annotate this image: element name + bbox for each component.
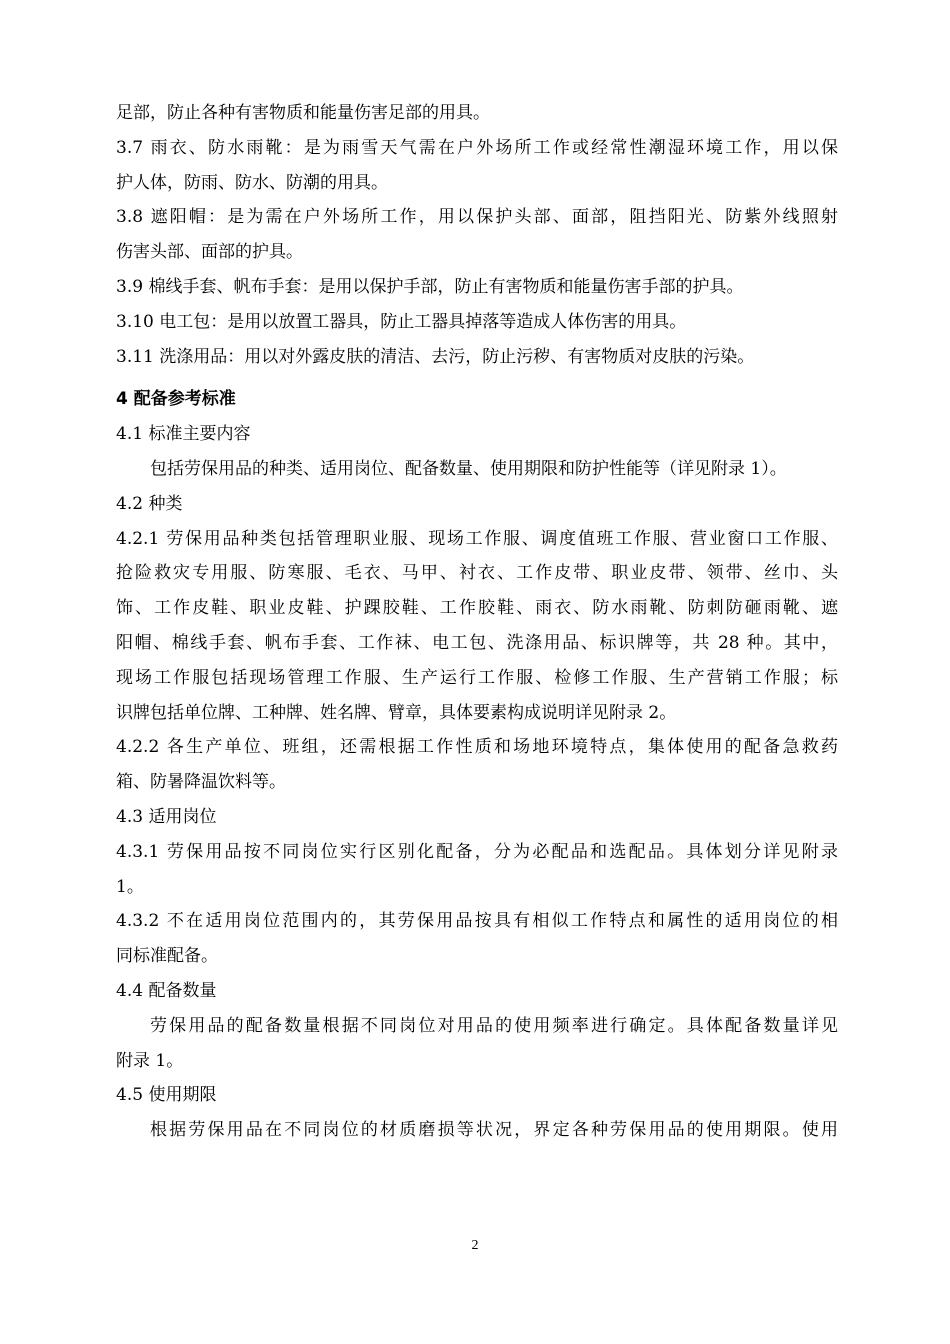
page-number: 2 xyxy=(471,1238,479,1253)
clause-3-7-line-1: 3.7 雨衣、防水雨靴：是为雨雪天气需在户外场所工作或经常性潮湿环境工作，用以保 xyxy=(116,137,838,158)
clause-4-2-1-line-5: 现场工作服包括现场管理工作服、生产运行工作服、检修工作服、生产营销工作服；标 xyxy=(116,667,838,688)
clause-4-3-2-line-2: 同标准配备。 xyxy=(116,946,218,967)
clause-4-2-2-line-2: 箱、防暑降温饮料等。 xyxy=(116,772,286,793)
clause-3-9: 3.9 棉线手套、帆布手套：是用以保护手部，防止有害物质和能量伤害手部的护具。 xyxy=(116,276,744,297)
paragraph-4-4-line-2: 附录 1。 xyxy=(116,1050,184,1071)
clause-4-2-2-line-1: 4.2.2 各生产单位、班组，还需根据工作性质和场地环境特点，集体使用的配备急救药 xyxy=(116,737,838,758)
clause-4-3-1-line-1: 4.3.1 劳保用品按不同岗位实行区别化配备，分为必配品和选配品。具体划分详见附录 xyxy=(116,841,838,862)
subsection-heading-4-4: 4.4 配备数量 xyxy=(116,980,217,1001)
paragraph-line: 足部，防止各种有害物质和能量伤害足部的用具。 xyxy=(116,103,490,123)
paragraph-4-4-line-1: 劳保用品的配备数量根据不同岗位对用品的使用频率进行确定。具体配备数量详见 xyxy=(150,1015,838,1036)
clause-3-7-line-2: 护人体，防雨、防水、防潮的用具。 xyxy=(116,172,388,193)
subsection-heading-4-1: 4.1 标准主要内容 xyxy=(116,424,251,445)
paragraph-4-5-line-1: 根据劳保用品在不同岗位的材质磨损等状况，界定各种劳保用品的使用期限。使用 xyxy=(150,1120,838,1141)
subsection-heading-4-3: 4.3 适用岗位 xyxy=(116,806,217,827)
clause-3-10: 3.10 电工包：是用以放置工器具，防止工器具掉落等造成人体伤害的用具。 xyxy=(116,311,687,332)
subsection-heading-4-5: 4.5 使用期限 xyxy=(116,1085,217,1106)
section-heading-4: 4 配备参考标准 xyxy=(116,389,236,410)
clause-4-2-1-line-2: 抢险救灾专用服、防寒服、毛衣、马甲、衬衣、工作皮带、职业皮带、领带、丝巾、头 xyxy=(116,563,838,584)
paragraph-4-1: 包括劳保用品的种类、适用岗位、配备数量、使用期限和防护性能等（详见附录 1）。 xyxy=(150,458,787,479)
clause-4-2-1-line-4: 阳帽、棉线手套、帆布手套、工作袜、电工包、洗涤用品、标识牌等，共 28 种。其中， xyxy=(116,632,838,653)
clause-4-2-1-line-3: 饰、工作皮鞋、职业皮鞋、护踝胶鞋、工作胶鞋、雨衣、防水雨靴、防刺防砸雨靴、遮 xyxy=(116,598,838,619)
document-body xyxy=(116,96,838,1148)
subsection-heading-4-2: 4.2 种类 xyxy=(116,493,183,514)
clause-4-2-1-line-6: 识牌包括单位牌、工种牌、姓名牌、臂章，具体要素构成说明详见附录 2。 xyxy=(116,702,677,723)
section-gap xyxy=(116,374,838,382)
clause-4-2-1-line-1: 4.2.1 劳保用品种类包括管理职业服、现场工作服、调度值班工作服、营业窗口工作服、 xyxy=(116,528,838,549)
clause-4-3-1-line-2: 1。 xyxy=(116,876,144,897)
clause-4-3-2-line-1: 4.3.2 不在适用岗位范围内的，其劳保用品按具有相似工作特点和属性的适用岗位的相 xyxy=(116,911,838,932)
clause-3-8-line-2: 伤害头部、面部的护具。 xyxy=(116,242,303,263)
clause-3-11: 3.11 洗涤用品：用以对外露皮肤的清洁、去污，防止污秽、有害物质对皮肤的污染。 xyxy=(116,346,755,367)
clause-3-8-line-1: 3.8 遮阳帽：是为需在户外场所工作，用以保护头部、面部，阻挡阳光、防紫外线照射 xyxy=(116,207,838,228)
